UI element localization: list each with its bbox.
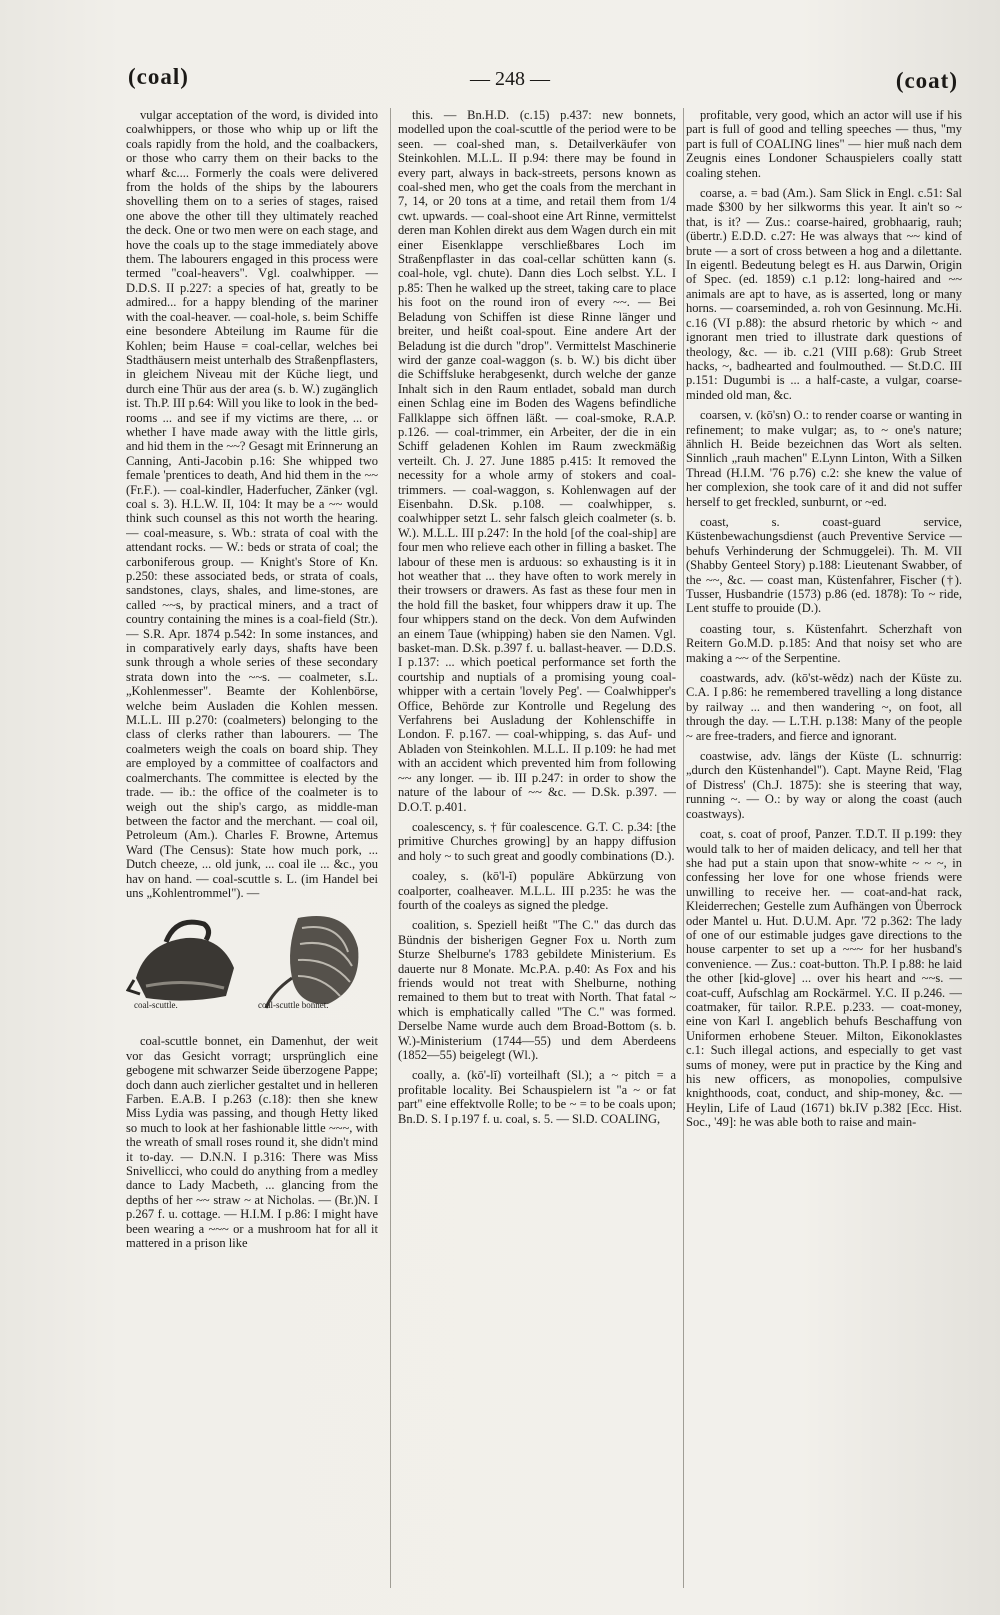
coal-scuttle-bonnet-illustration: [258, 908, 374, 1012]
column-divider: [390, 108, 391, 1588]
entry-coarsen: coarsen, v. (kō'sn) O.: to render coarse or wanting in refinement; to make vulgar; as, to ~ one's nature; ähnlich H. Beide bezeichnen das Wort als selten. Sinnlich „rauh machen" E.Lynn Linton, With a Silken Thread (H.I.M. '76 p.76) c.2: she knew the value of her complexion, she took care of it and did not suffer herself to get freckled, sunburnt, or ~ed.: [686, 408, 962, 509]
coal-scuttle-illustration: [126, 908, 246, 1012]
entry-coarse: coarse, a. = bad (Am.). Sam Slick in Engl. c.51: Sal made $300 by her silkworms this year. It ain't so ~ that, is it? — Zus.: coarse-haired, grobhaarig, rauh; (übertr.) E.D.D. c.27: He was always that ~~ kind of brute — a sort of cross between a hog and a dilettante. In eigentl. Bedeutung belegt es H. aus Darwin, Origin of Spec. (ed. 1859) c.1 p.12: long-haired and ~~ animals are apt to have, as is asserted, long or many horns. — coarseminded, a. roh von Gesinnung. Mc.Hi. c.16 (VI p.88): the absurd rhetoric by which ~ and ignorant men tried to illustrate dark questions of theology, &c. — ib. c.21 (VIII p.68): Grub Street hacks, ~, badhearted and foulmouthed. — St.D.C. III p.151: Dugumbi is ... a half-caste, a vulgar, coarse-minded old man, &c.: [686, 186, 962, 402]
column-3: [686, 108, 962, 1593]
right-guide-word: (coat): [895, 68, 958, 93]
entry-text: this. — Bn.H.D. (c.15) p.437: new bonnets, modelled upon the coal-scuttle of the period were to be seen. — coal-shed man, s. Detailverkäufer von Steinkohlen. M.L.L. II p.94: there may be found in every part, always in back-streets, persons known as coal-shed men, who get the coals from the merchant in 7, 14, or 20 tons at a time, and retail them from 1/4 cwt. upwards. — coal-shoot eine Art Rinne, vermittelst deren man Kohlen direkt aus dem Wagen durch ein mit einer Eisenklappe verschließbares Loch im Straßenpflaster in das coal-cellar schütten kann (s. coal-hole, vgl. chute). Dann dies Loch selbst. Y.L. I p.85: Then he walked up the street, taking care to place his foot on the round iron of every ~~. — Bei Beladung von Schiffen ist diese Rinne länger und breiter, und heißt coal-spout. Eine andere Art der Beladung ist die durch "drop". Vermittelst Maschinerie wird der ganze coal-waggon (s. b. W.) bis dicht über die Schiffsluke herabgesenkt, durch welche der ganze Inhalt sich in den Raum entladet, sobald man durch einen Schlag eine im Boden des Wagens befindliche Fallklappe sich öffnen läßt. — coal-smoke, R.A.P. p.126. — coal-trimmer, ein Arbeiter, der die in ein Schiff geladenen Kohlen im Raum zweckmäßig verteilt. Ch. J. 27. June 1885 p.415: It removed the necessity for a whole army of stokers and coal-trimmers. — coal-waggon, s. Kohlenwagen auf der Eisenbahn. D.Sk. p.108. — coalwhipper, s. coalwhipper setzt L. sehr falsch gleich coalmeter (s. b. W.). M.L.L. III p.247: In the hold [of the coal-ship] are four men who relieve each other in filling a basket. The labour of these men is arduous: so exhausting is it in hot weather that ... they have often to work merely in their trowsers or drawers. As fast as these four men in the hold fill the basket, four whippers draw it up. The four whippers stand on the deck. Von dem Aufwinden an einem Taue (whipping) haben sie den Namen. Vgl. basket-man. D.Sk. p.397 f. u. ballast-heaver. — D.D.S. I p.137: ... which poetical performance set forth the courtship and nuptials of a promising young coal-whipper with a certain 'lovely Peg'. — Coalwhipper's Office, Behörde zur Kontrolle und Regelung des Verfahrens bei Ausladung der Kohlenschiffe in London. F. p.167. — coal-whipping, s. das Auf- und Abladen von Steinkohlen. M.L.L. II p.109: he had met with an accident which prevented him from following ~~ any longer. — ib. III p.247: in order to show the nature of the labour of ~~ &c. — D.Sk. p.397. — D.O.T. p.401.: [398, 108, 676, 814]
entry-text: vulgar acceptation of the word, is divided into coalwhippers, or those who whip up or lift the coals rapidly from the hold, and the coalbackers, or those who carry them on their backs to the wharf &c.... Formerly the coals were delivered from the holds of the ships by the labourers shovelling them on to a series of stages, raised one above the other till they ultimately reached the deck. One or two men were on each stage, and hove the coals up to the stage immediately above them. The labourers engaged in this process were termed "coal-heavers". Vgl. coalwhipper. — D.D.S. II p.227: a species of hat, greatly to be admired... for a happy blending of the mariner with the coal-heaver. — coal-hole, s. beim Schiffe eine besondere Abteilung im Raume für die Kohlen; beim Hause = coal-cellar, welches bei Stadthäusern meist unterhalb des Straßenpflasters, in gleichem Niveau mit der Küche liegt, und durch eine Thür aus der area (s. b. W.) zugänglich ist. Th.P. III p.64: Will you like to look in the bed-rooms ... and see if my victims are there, ... or whether I have made away with the little girls, and hid them in the ~~? Gesagt mit Erinnerung an Canning, Anti-Jacobin p.16: She whipped two female 'prentices to death, And hid them in the ~~ (Fr.F.). — coal-kindler, Haderfucher, Zänker (vgl. coal s. 3). H.L.W. II, 104: It may be a ~~ would think such counsel as this not worth the hearing. — coal-measure, s. Wb.: strata of coal with the attendant rocks. — W.: beds or strata of coal; the carboniferous group. — Knight's Store of Kn. p.250: these associated beds, or strata of coals, sandstones, clays, shales, and lime-stones, are called ~~s, by practical miners, and a tract of country containing the mines is a coal-field (Str.). — S.R. Apr. 1874 p.542: In some instances, and in comparatively early days, shafts have been sunk through a whole series of these secondary strata down into the ~~s. — coalmeter, s.L. „Kohlenmesser". Beamte der Kohlenbörse, welche beim Ausladen die Kohlen messen. M.L.L. III p.270: (coalmeters) belonging to the class of clerks rather than labourers. — The coalmeters weigh the coals on board ship. They are employed by a committee of coalfactors and coalmerchants. The committee is elected by the trade. — ib.: the office of the coalmeter is to weigh out the ship's cargo, as middle-man between the factor and the merchant. — coal oil, Petroleum (Am.). Charles F. Browne, Artemus Ward (The Census): State how much pork, ... Dutch cheeze, ... old junk, ... coal ile ... &c., you hav on hand. — coal-scuttle s. L. (im Handel bei uns „Kohlentrommel"). —: [126, 108, 378, 900]
figure-caption: coal-scuttle.: [134, 999, 178, 1010]
entry-coat: coat, s. coat of proof, Panzer. T.D.T. II p.199: they would talk to her of maiden delicacy, and tell her that she had put a stain upon that snow-white ~ ~ ~, in confessing her love for one whose friends were unwilling to receive her. — coat-and-hat rack, Kleiderrechen; Gestelle zum Aufhängen von Überrock oder Mantel u. Hut. D.U.M. Apr. '72 p.362: The lady of one of our estimable judges gave directions to the house carpenter to set up a ~~~ for her husband's convenience. — Zus.: coat-button. Th.P. I p.88: he laid the other [kid-glove] ... over his heart and ~~s. — coat-cuff, Aufschlag am Rockärmel. Y.C. II p.246. — coatmaker, für tailor. R.P.E. p.233. — coat-money, eine von Karl I. angeblich behufs Beschaffung von Uniformen erhobene Steuer. Milton, Eikonoklastes c.1: Such illegal actions, and especially to get vast sums of money, were put in practice by the King and his new officers, as monopolies, compulsive knighthoods, coat, conduct, and ship-money, &c. — Heylin, Life of Laud (1671) bk.IV p.382 [Ecc. Hist. Soc., '49]: he was able both to raise and main-: [686, 827, 962, 1130]
entry-coastwards: coastwards, adv. (kō'st-wĕdz) nach der Küste zu. C.A. I p.86: he remembered travelling a long distance by railway ... and then wandering ~, on foot, all through the day. — L.T.H. p.138: Many of the people ~ are free-traders, and fierce and ignorant.: [686, 671, 962, 743]
illustrations: [126, 908, 378, 1028]
entry-text: profitable, very good, which an actor will use if his part is full of good and telling speeches — thus, "my part is full of COALING lines" — hier muß nach dem Zeugnis eines Londoner Schauspielers coally statt coaling stehen.: [686, 108, 962, 180]
column-1: [126, 108, 378, 1593]
page-number: — 248 —: [470, 68, 550, 90]
entry-coally: coally, a. (kō'-lĭ) vorteilhaft (Sl.); a ~ pitch = a profitable locality. Bei Schauspielern ist "a ~ or fat part" eine effektvolle Rolle; to be ~ = to be coals upon; Bn.D. S. I p.197 f. u. coal, s. 5. — Sl.D. COALING,: [398, 1068, 676, 1126]
left-guide-word: (coal): [128, 64, 189, 89]
page-header: [0, 64, 1000, 108]
entry-coalescency: coalescency, s. † für coalescence. G.T. C. p.34: [the primitive Churches growing] by an happy diffusion and holy ~ to such great and goodly combinations (D.).: [398, 819, 676, 863]
entry-coastwise: coastwise, adv. längs der Küste (L. schnurrig: „durch den Küstenhandel"). Capt. Mayne Reid, 'Flag of Distress' (Ch.J. 1875): she is steering that way, running ~. — O.: by way or along the coast (auch coastways).: [686, 749, 962, 821]
entry-coast: coast, s. coast-guard service, Küstenbewachungsdienst (auch Preventive Service — behufs Verhinderung der Schmuggelei). Th. M. VII (Shabby Genteel Story) p.188: Lieutenant Swabber, of the ~~, &c. — coast man, Küstenfahrer, Fischer (†). Tusser, Husbandrie (1573) p.86 (ed. 1878): To ~ ride, Lent stuffe to prouide (D.).: [686, 514, 962, 616]
entry-coaley: coaley, s. (kō'l-ĭ) populäre Abkürzung von coalporter, coalheaver. M.L.L. III p.235: he was the fourth of the coaleys as signed the pledge.: [398, 869, 676, 912]
figure-caption: coal-scuttle bonnet.: [258, 999, 329, 1010]
entry-coalition: coalition, s. Speziell heißt "The C." das durch das Bündnis der bisherigen Gegner Fox u. North zum Sturze Shelburne's 1783 gebildete Ministerium. Es dauerte nur 8 Monate. Mc.P.A. p.40: As Fox and his friends would not treat with Shelburne, nothing remained to them but to treat with North. That fatal ~ which is emphatically called "The C." was formed. Derselbe Name wurde auch dem Broad-Bottom (s. b. W.)-Ministerium (1744—55) und dem Aberdeens (1852—55) beigelegt (Wl.).: [398, 918, 676, 1062]
column-2: [398, 108, 676, 1593]
entry-coasting-tour: coasting tour, s. Küstenfahrt. Scherzhaft von Reitern Go.M.D. p.185: And that noisy set who are making a ~~ of the Serpentine.: [686, 621, 962, 665]
column-divider: [683, 108, 684, 1588]
entry-text: coal-scuttle bonnet, ein Damenhut, der weit vor das Gesicht vorragt; ursprünglich eine gebogene mit schwarzer Seide überzogene Pappe; doch dann auch zierlicher gestaltet und in helleren Farben. E.A.B. I p.263 (c.18): then she knew Miss Lydia was passing, and though Hetty liked so much to look at her fashionable little ~~~, with the wreath of small roses round it, she didn't mind it to-day. — D.N.N. I p.316: There was Miss Snivellicci, who could do anything from a medley dance to Lady Macbeth, ... glancing from the depths of her ~~ straw ~ at Nicholas. — (Br.)N. I p.267 f. u. cottage. — H.I.M. I p.86: I might have been wearing a ~~~ or a mushroom hat for all it mattered in a prison like: [126, 1034, 378, 1251]
